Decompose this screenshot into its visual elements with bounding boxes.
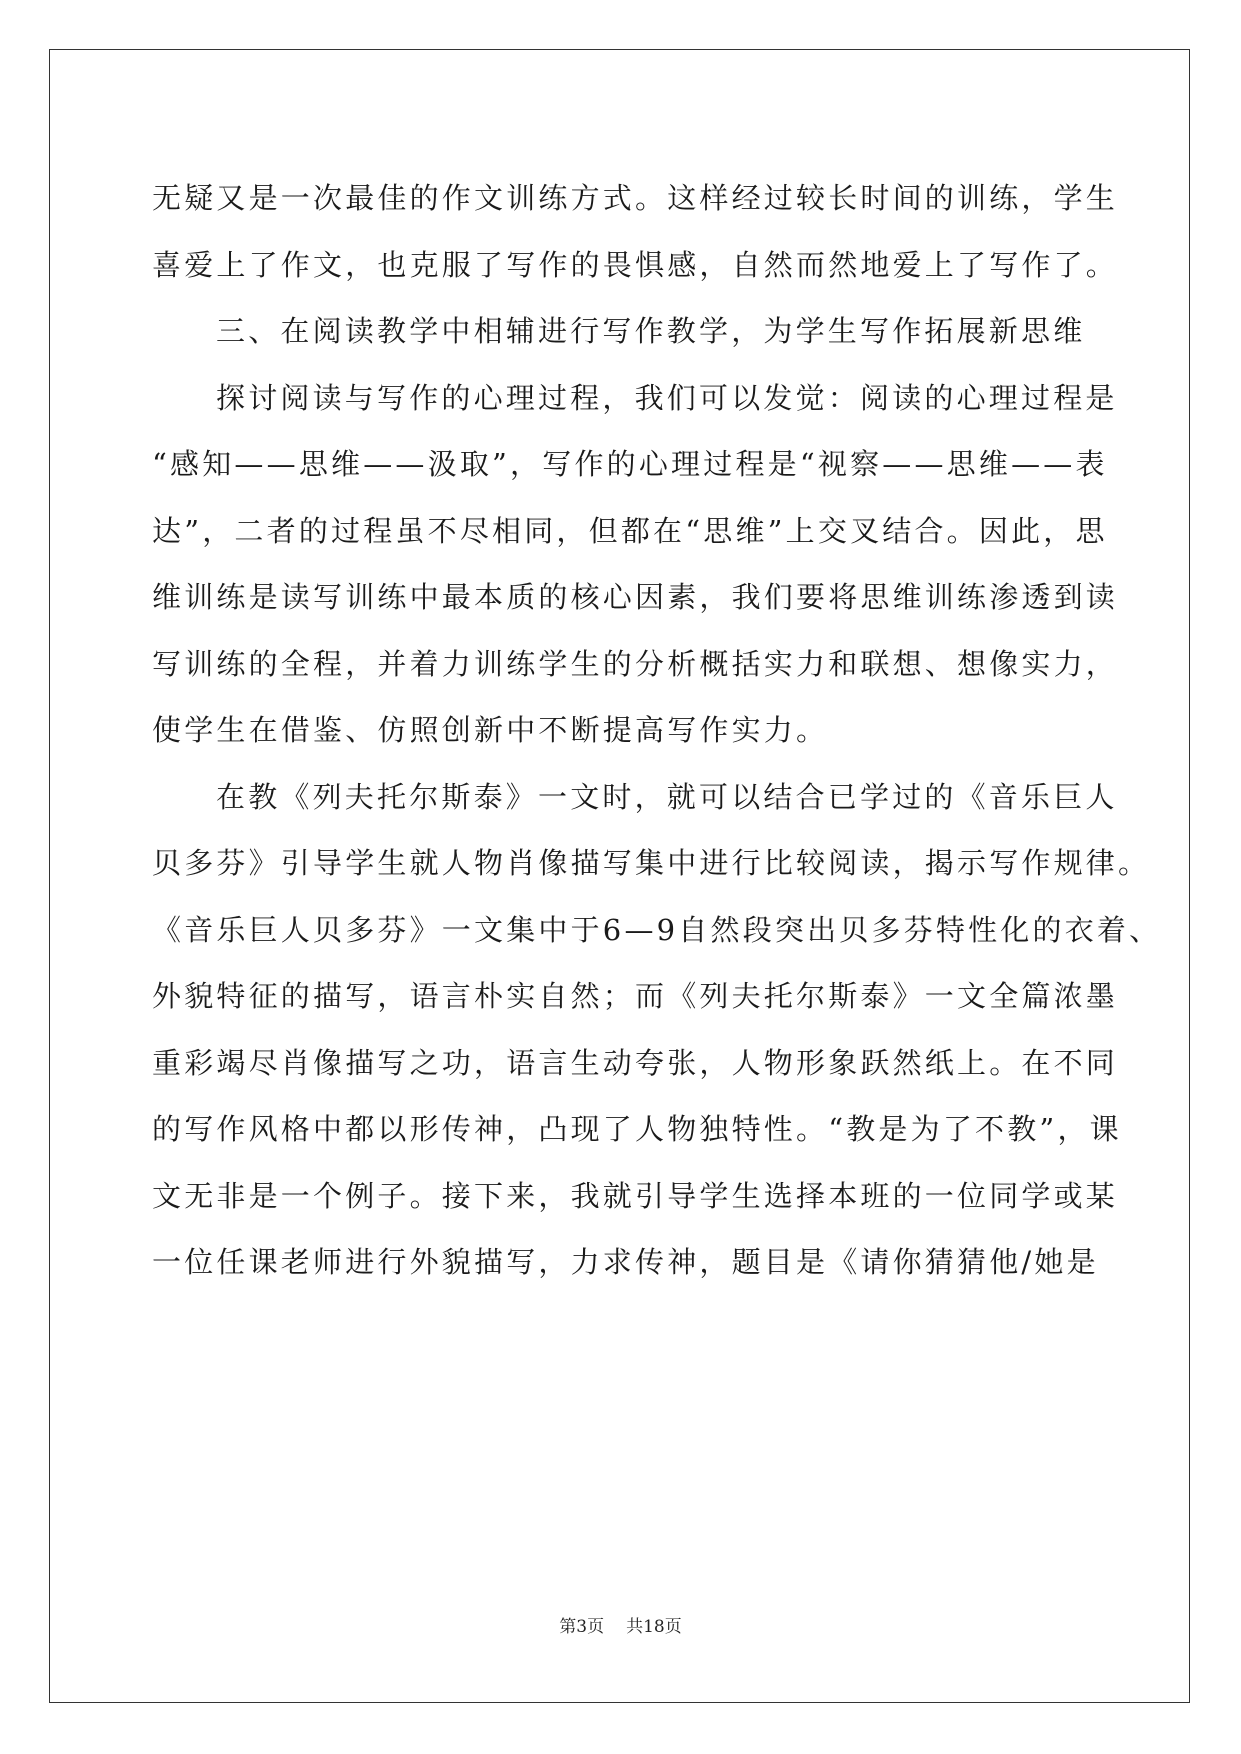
text-line: 喜爱上了作文，也克服了写作的畏惧感，自然而然地爱上了写作了。: [152, 247, 1119, 282]
text-line: 维训练是读写训练中最本质的核心因素，我们要将思维训练渗透到读: [152, 580, 1119, 614]
text-line: 贝多芬》引导学生就人物肖像描写集中进行比较阅读，揭示写作规律。: [152, 846, 1151, 880]
page-number: 第3页: [559, 1617, 605, 1637]
text-line: 达”，二者的过程虽不尽相同，但都在“思维”上交叉结合。因此，思: [152, 513, 1108, 548]
text-line: “感知——思维——汲取”，写作的心理过程是“视察——思维——表: [152, 447, 1108, 481]
text-line: 一位任课老师进行外貌描写，力求传神，题目是《请你猜猜他/她是: [152, 1245, 1099, 1279]
text-line: 探讨阅读与写作的心理过程，我们可以发觉：阅读的心理过程是: [216, 380, 1118, 415]
text-line: 《音乐巨人贝多芬》一文集中于6—9自然段突出贝多芬特性化的衣着、: [152, 912, 1162, 947]
text-line: 无疑又是一次最佳的作文训练方式。这样经过较长时间的训练，学生: [152, 181, 1119, 215]
document-body: [152, 165, 1162, 1296]
section-heading: 三、在阅读教学中相辅进行写作教学，为学生写作拓展新思维: [216, 314, 1086, 348]
text-line: 使学生在借鉴、仿照创新中不断提高写作实力。: [152, 713, 829, 747]
text-line: 的写作风格中都以形传神，凸现了人物独特性。“教是为了不教”，课: [152, 1112, 1122, 1146]
text-line: 写训练的全程，并着力训练学生的分析概括实力和联想、想像实力，: [152, 646, 1119, 681]
text-line: 在教《列夫托尔斯泰》一文时，就可以结合已学过的《音乐巨人: [216, 779, 1118, 814]
page-footer: [0, 1612, 1241, 1637]
page-total: 共18页: [626, 1617, 682, 1637]
text-line: 外貌特征的描写，语言朴实自然；而《列夫托尔斯泰》一文全篇浓墨: [152, 979, 1119, 1013]
text-line: 重彩竭尽肖像描写之功，语言生动夸张，人物形象跃然纸上。在不同: [152, 1045, 1119, 1080]
text-line: 文无非是一个例子。接下来，我就引导学生选择本班的一位同学或某: [152, 1178, 1119, 1213]
